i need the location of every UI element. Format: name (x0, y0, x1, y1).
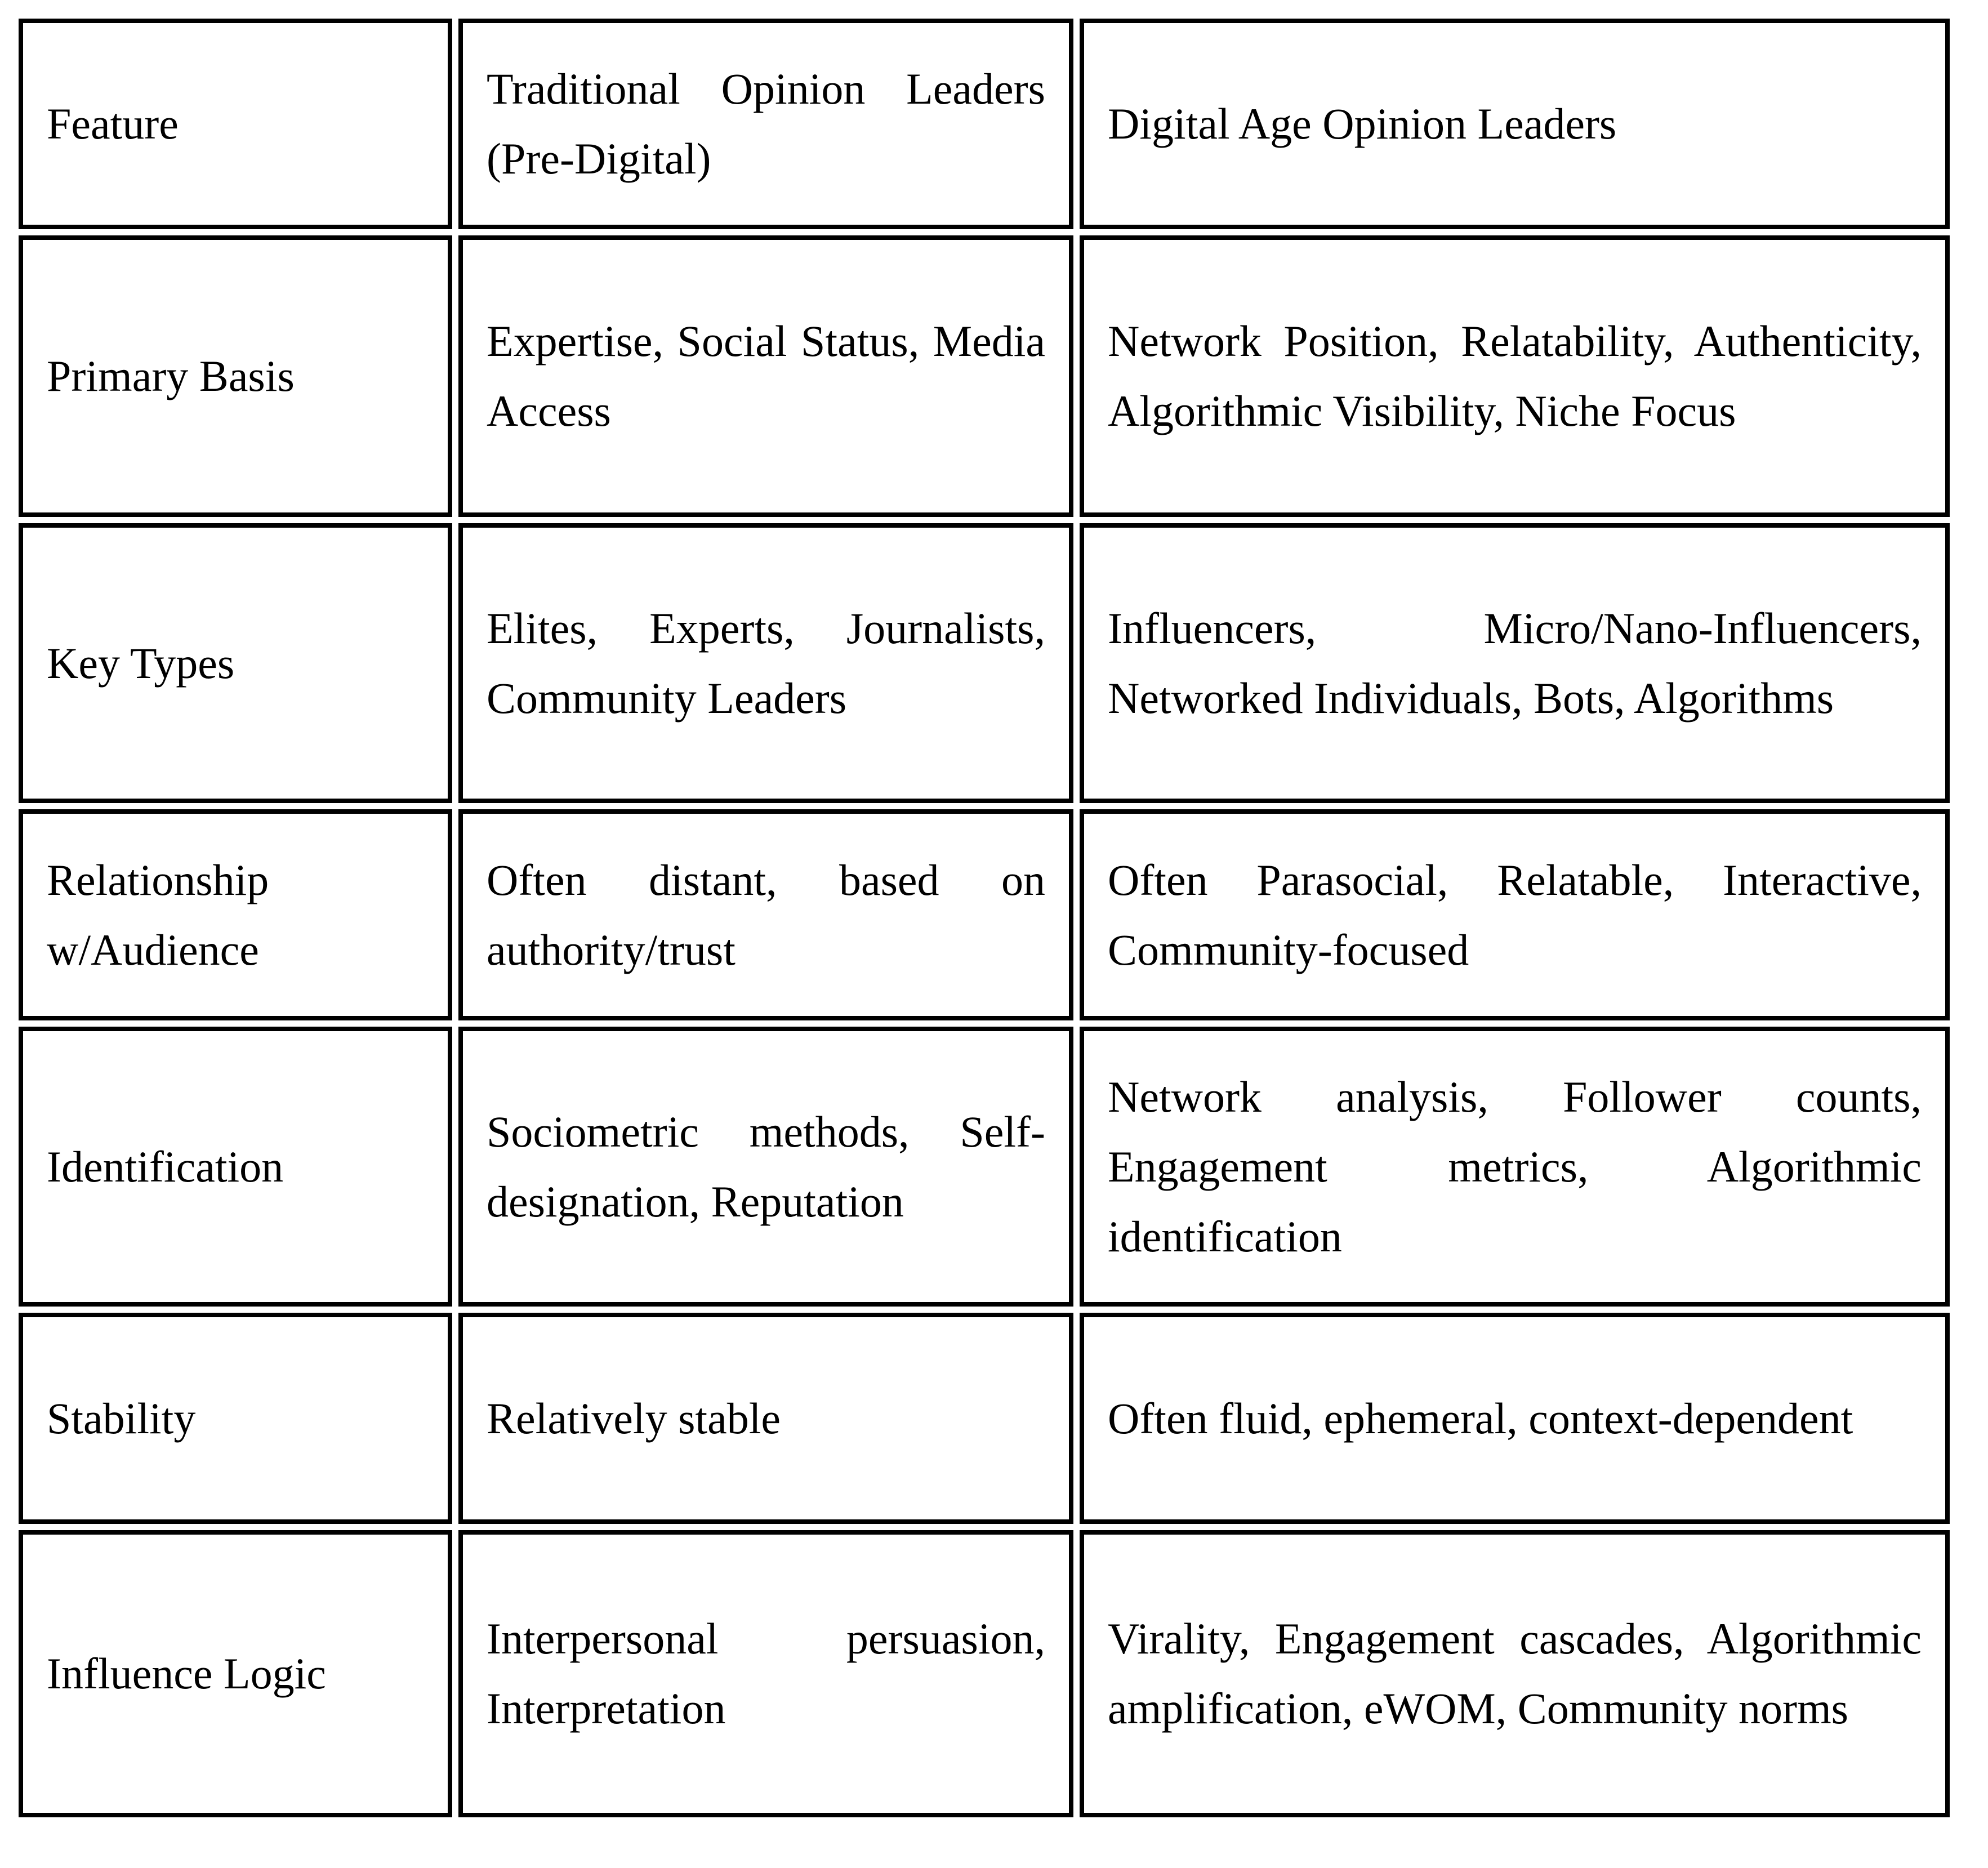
header-cell-digital: Digital Age Opinion Leaders (1080, 19, 1950, 229)
table-row (19, 1530, 1950, 1817)
table-body (19, 19, 1950, 1817)
cell-digital-row5: Often fluid, ephemeral, context-dependent (1080, 1313, 1950, 1524)
cell-feature-row1: Primary Basis (19, 235, 452, 517)
cell-traditional-row3: Often distant, based on authority/trust (458, 809, 1073, 1020)
table-row (19, 523, 1950, 803)
header-row (19, 19, 1950, 229)
cell-digital-row2: Influencers, Micro/Nano-Influencers, Networked Individuals, Bots, Algorithms (1080, 523, 1950, 803)
cell-digital-row3: Often Parasocial, Relatable, Interactive, Community-focused (1080, 809, 1950, 1020)
opinion-leaders-comparison-table (12, 12, 1956, 1824)
header-cell-traditional: Traditional Opinion Leaders (Pre-Digital) (458, 19, 1073, 229)
cell-traditional-row2: Elites, Experts, Journalists, Community Leaders (458, 523, 1073, 803)
cell-traditional-row6: Interpersonal persuasion, Interpretation (458, 1530, 1073, 1817)
cell-feature-row5: Stability (19, 1313, 452, 1524)
table-row (19, 235, 1950, 517)
cell-feature-row2: Key Types (19, 523, 452, 803)
cell-digital-row6: Virality, Engagement cascades, Algorithmic amplification, eWOM, Community norms (1080, 1530, 1950, 1817)
cell-traditional-row4: Sociometric methods, Self-designation, Reputation (458, 1027, 1073, 1307)
cell-feature-row3: Relationship w/Audience (19, 809, 452, 1020)
cell-feature-row6: Influence Logic (19, 1530, 452, 1817)
table-row (19, 809, 1950, 1020)
cell-digital-row1: Network Position, Relatability, Authenticity, Algorithmic Visibility, Niche Focus (1080, 235, 1950, 517)
table-row (19, 1313, 1950, 1524)
cell-digital-row4: Network analysis, Follower counts, Engagement metrics, Algorithmic identification (1080, 1027, 1950, 1307)
cell-traditional-row1: Expertise, Social Status, Media Access (458, 235, 1073, 517)
cell-traditional-row5: Relatively stable (458, 1313, 1073, 1524)
table-row (19, 1027, 1950, 1307)
cell-feature-row4: Identification (19, 1027, 452, 1307)
header-cell-feature: Feature (19, 19, 452, 229)
